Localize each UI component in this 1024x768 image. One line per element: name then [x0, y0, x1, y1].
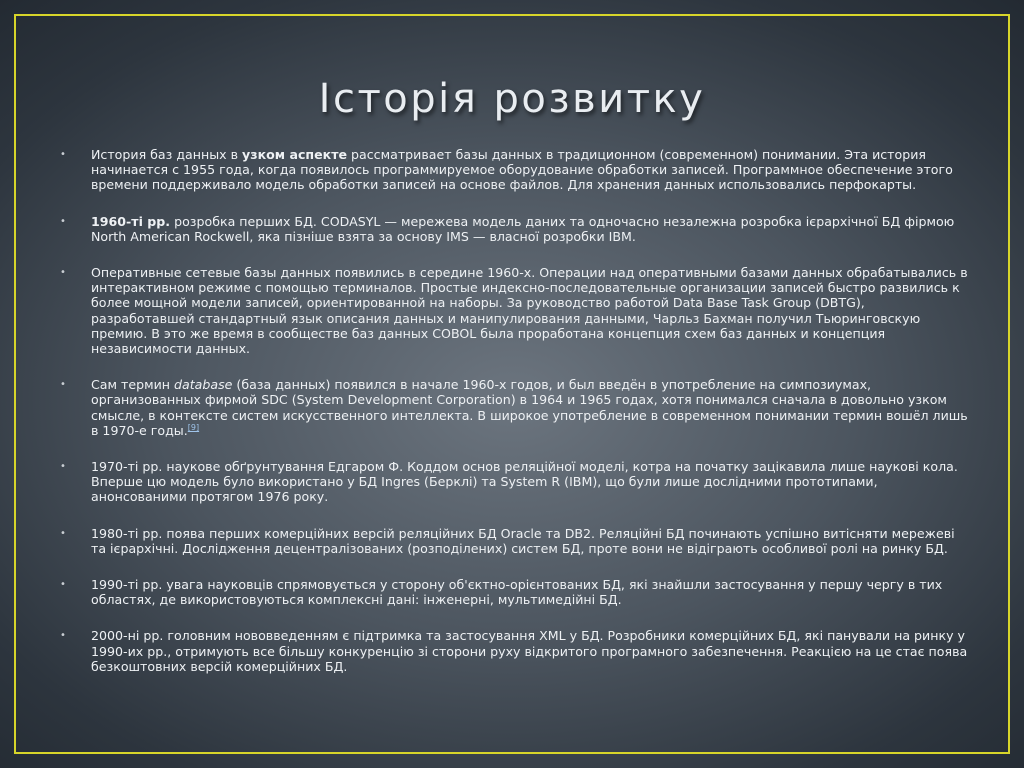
bullet-dot-icon: • — [60, 379, 66, 391]
bullet-text-3: Оперативные сетевые базы данных появились в середине 1960-х. Операции над оперативными базами данных обрабатывались в интерактивном режиме с помощью терминалов. Простые индексно-последовательные организации записей быстро развились к более мощной модели записей, ориентированной на наборы. За руководство работой Data Base Task Group (DBTG), разработавшей стандартный язык описания данных и манипулирования данными, Чарльз Бахман получил Тьюринговскую премию. В это же время в сообществе баз данных COBOL была проработана концепция схем баз данных и концепция независимости данных. — [91, 265, 968, 357]
bullet-text-2-bold: 1960-ті рр. — [91, 213, 171, 229]
bullet-text-1-bold: узком аспекте — [242, 147, 348, 162]
bullet-text-4-pre: Сам термин — [91, 377, 175, 393]
bullet-dot-icon: • — [60, 267, 66, 279]
bullet-text-6: 1980-ті рр. поява перших комерційних версій реляційних БД Oracle та DB2. Реляційні БД починають успішно витісняти мережеві та ієрархічні. Дослідження децентралізованих (розподілених) систем БД, проте вони не відіграють особливої ролі на ринку БД. — [91, 525, 955, 556]
bullet-item-5 — [60, 459, 968, 505]
bullet-item-3 — [60, 265, 968, 356]
bullet-dot-icon: • — [60, 149, 66, 160]
bullet-item-4 — [60, 377, 968, 438]
slide-title: Історія розвитку — [318, 76, 706, 122]
bullet-item-2 — [60, 214, 968, 244]
bullet-item-8 — [60, 628, 968, 674]
bullet-item-6 — [60, 526, 968, 556]
bullet-item-7 — [60, 577, 968, 607]
bullet-text-1-post: рассматривает базы данных в традиционном (современном) понимании. Эта история начинается с 1955 года, когда появилось программируемое оборудование обработки записей. Программное обеспечение этого времени поддерживало модель обработки записей на основе файлов. Для хранения данных использовались перфокарты. — [91, 147, 953, 193]
bullet-list — [60, 147, 968, 695]
bullet-text-8: 2000-ні рр. головним нововведенням є підтримка та застосування XML у БД. Розробники комерційних БД, які панували на ринку у 1990-их рр., отримують все більшу конкуренцію зі сторони руху відкритого програмного забезпечення. Реакцією на це стає поява безкоштовних версій комерційних БД. — [91, 628, 968, 674]
bullet-item-1 — [60, 147, 968, 193]
bullet-dot-icon: • — [60, 461, 66, 473]
citation-link[interactable]: [9] — [187, 422, 200, 432]
bullet-text-5: 1970-ті рр. наукове обґрунтування Едгаром Ф. Коддом основ реляційної моделі, котра на початку зацікавила лише наукові кола. Вперше цю модель було використано у БД Ingres (Берклі) та System R (IBM), що були лише дослідними прототипами, анонсованими протягом 1976 року. — [91, 459, 958, 505]
bullet-text-2-post: розробка перших БД. CODASYL — мережева модель даних та одночасно незалежна розробка ієрархічної БД фірмою North American Rockwell, яка пізніше взята за основу IMS — власної розробки IBM. — [91, 213, 955, 244]
bullet-text-1-pre: История баз данных в — [91, 147, 243, 162]
bullet-text-4-post: (база данных) появился в начале 1960-х годов, и был введён в употребление на симпозиумах, организованных фирмой SDC (System Development Corporation) в 1964 и 1965 годах, хотя понимался сначала в довольно узком смысле, в контексте систем искусственного интеллекта. В широкое употребление в современном понимании термин вошёл лишь в 1970-е годы. — [91, 377, 968, 438]
bullet-dot-icon: • — [60, 579, 66, 591]
bullet-dot-icon: • — [60, 630, 66, 642]
bullet-text-4-italic: database — [174, 377, 233, 393]
bullet-dot-icon: • — [60, 215, 66, 227]
bullet-text-7: 1990-ті рр. увага науковців спрямовується у сторону об'єктно-орієнтованих БД, які знайшли застосування у першу чергу в тих областях, де використовуються комплексні дані: інженерні, мультимедійні БД. — [91, 577, 943, 608]
bullet-dot-icon: • — [60, 527, 66, 539]
